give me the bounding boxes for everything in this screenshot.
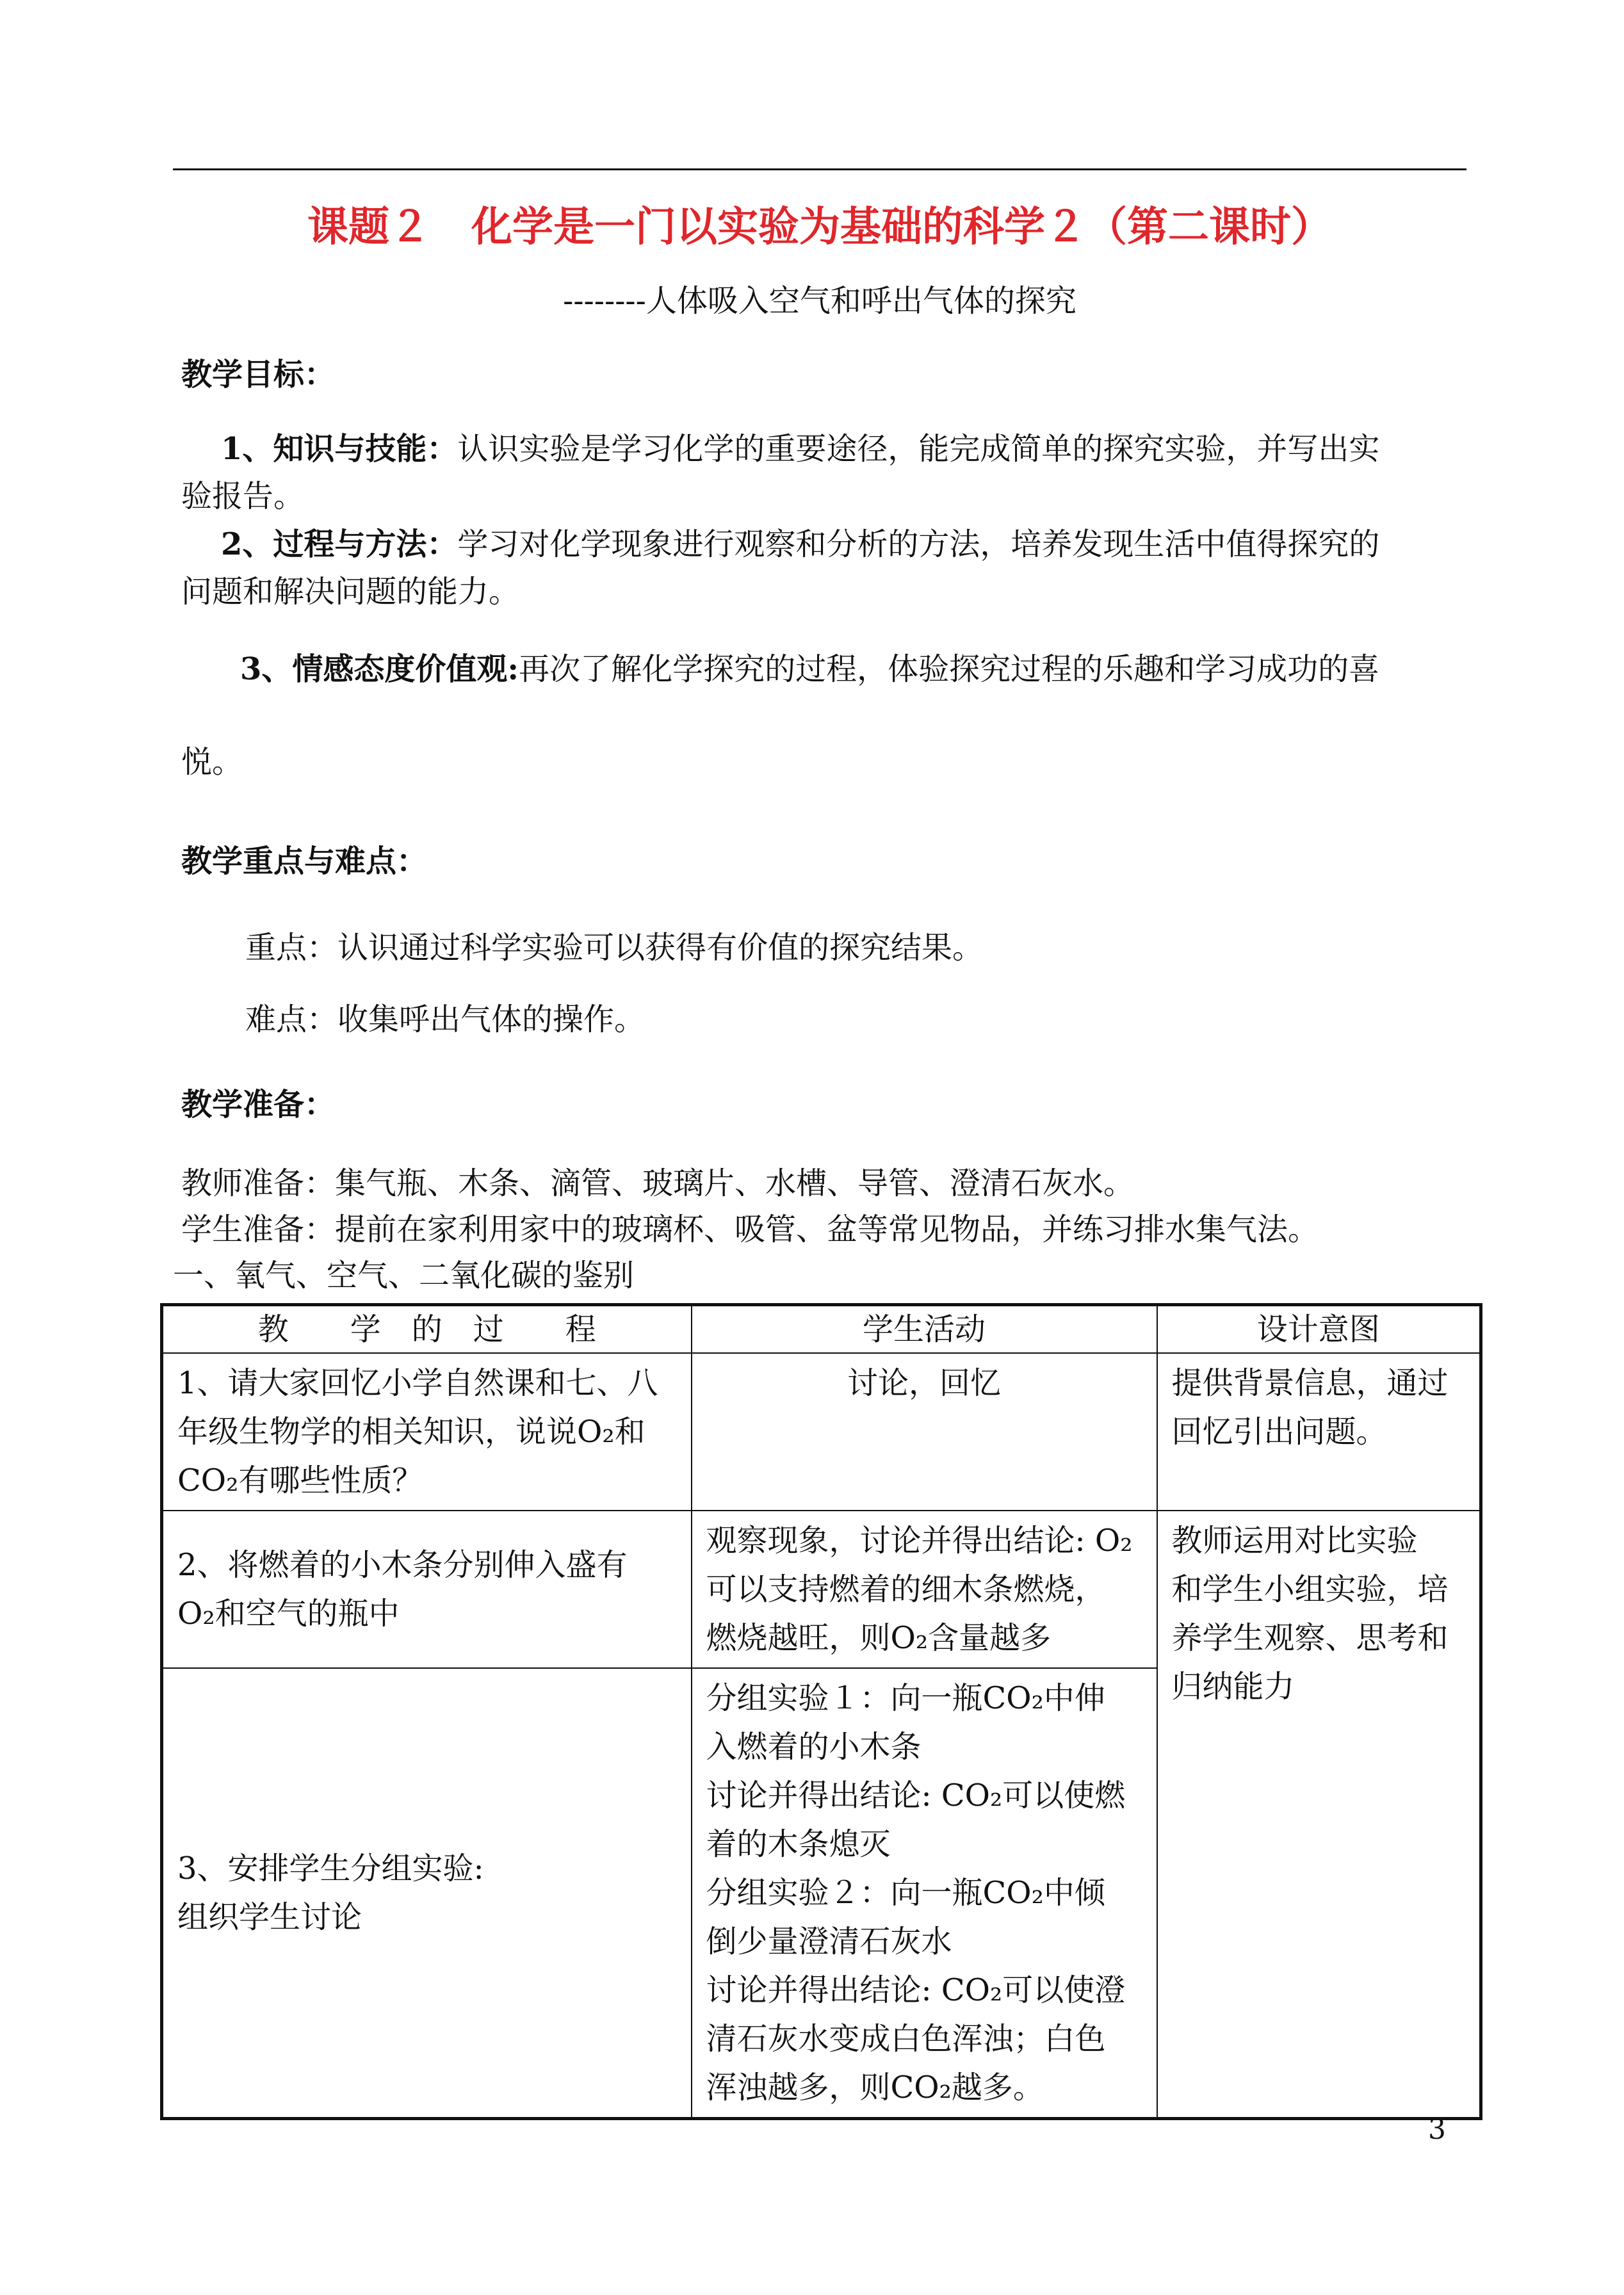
cell-line: CO₂有哪些性质？ — [177, 1463, 423, 1498]
objective-item-3-cont: 悦。 — [181, 744, 243, 780]
cell-line: 2、将燃着的小木条分别伸入盛有 — [177, 1547, 628, 1583]
objectives-heading: 教学目标： — [181, 357, 336, 393]
table-row — [162, 1353, 1481, 1511]
cell-line: 讨论并得出结论: CO₂可以使澄 — [706, 1972, 1126, 2008]
preparation-heading: 教学准备： — [181, 1087, 336, 1123]
cell-line: 养学生观察、思考和 — [1171, 1620, 1449, 1656]
objective-text: 认识实验是学习化学的重要途径，能完成简单的探究实验，并写出实 — [457, 431, 1380, 467]
objective-text: 再次了解化学探究的过程，体验探究过程的乐趣和学习成功的喜 — [519, 651, 1380, 687]
activity-cell — [692, 1353, 1157, 1511]
objective-text: 学习对化学现象进行观察和分析的方法，培养发现生活中值得探究的 — [457, 526, 1380, 562]
intent-cell — [1157, 1511, 1481, 2119]
header-rule — [173, 168, 1466, 170]
header-intent: 设计意图 — [1157, 1305, 1481, 1354]
process-cell — [162, 1353, 692, 1511]
intent-cell — [1157, 1353, 1481, 1511]
cell-line: 可以支持燃着的细木条燃烧， — [706, 1571, 1106, 1607]
process-cell — [162, 1511, 692, 1668]
cell-line: 入燃着的小木条 — [706, 1729, 922, 1765]
objective-label: 1、知识与技能： — [221, 431, 458, 467]
cell-line: 回忆引出问题。 — [1171, 1414, 1387, 1450]
key-point-focus: 重点：认识通过科学实验可以获得有价值的探究结果。 — [245, 930, 984, 966]
objective-label: 2、过程与方法： — [221, 526, 458, 562]
cell-line: 归纳能力 — [1171, 1669, 1295, 1705]
cell-line: 年级生物学的相关知识，说说O₂和 — [177, 1414, 646, 1450]
objective-item-1 — [221, 425, 1379, 473]
cell-line: O₂和空气的瓶中 — [177, 1596, 400, 1632]
cell-line: 讨论，回忆 — [847, 1365, 1001, 1401]
objective-item-3 — [240, 644, 1379, 695]
objective-item-2-cont: 问题和解决问题的能力。 — [181, 574, 520, 610]
header-activity: 学生活动 — [692, 1305, 1157, 1354]
cell-line: 分组实验１：向一瓶CO₂中伸 — [706, 1680, 1105, 1716]
table-row — [162, 1511, 1481, 1668]
cell-line: 浑浊越多，则CO₂越多。 — [706, 2070, 1044, 2105]
cell-line: 倒少量澄清石灰水 — [706, 1924, 952, 1959]
cell-line: 3、安排学生分组实验: — [177, 1851, 484, 1886]
page-title: 课题２ 化学是一门以实验为基础的科学２（第二课时） — [307, 203, 1332, 251]
page-subtitle: --------人体吸入空气和呼出气体的探究 — [563, 283, 1076, 319]
process-cell — [162, 1668, 692, 2119]
key-point-difficulty: 难点：收集呼出气体的操作。 — [245, 1002, 646, 1037]
cell-line: 燃烧越旺，则O₂含量越多 — [706, 1620, 1052, 1656]
activity-cell — [692, 1511, 1157, 1668]
cell-line: 组织学生讨论 — [177, 1899, 362, 1935]
lesson-table — [160, 1303, 1482, 2120]
cell-line: 着的木条熄灭 — [706, 1826, 891, 1862]
teacher-preparation: 教师准备：集气瓶、木条、滴管、玻璃片、水槽、导管、澄清石灰水。 — [181, 1165, 1135, 1201]
cell-line: 1、请大家回忆小学自然课和七、八 — [177, 1365, 658, 1401]
objective-item-1-cont: 验报告。 — [181, 478, 305, 514]
cell-line: 观察现象，讨论并得出结论: O₂ — [706, 1523, 1133, 1559]
cell-line: 讨论并得出结论: CO₂可以使燃 — [706, 1778, 1126, 1813]
key-points-heading: 教学重点与难点： — [181, 843, 428, 879]
cell-line: 清石灰水变成白色浑浊；白色 — [706, 2021, 1106, 2057]
cell-line: 分组实验２：向一瓶CO₂中倾 — [706, 1875, 1105, 1911]
activity-cell — [692, 1668, 1157, 2119]
objective-label: 3、情感态度价值观: — [240, 651, 519, 687]
cell-line: 和学生小组实验，培 — [1171, 1571, 1449, 1607]
section-title: 一、氧气、空气、二氧化碳的鉴别 — [173, 1258, 635, 1293]
table-header-row — [162, 1305, 1481, 1354]
cell-line: 提供背景信息，通过 — [1171, 1365, 1449, 1401]
page-number: 3 — [1428, 2113, 1446, 2146]
student-preparation: 学生准备：提前在家利用家中的玻璃杯、吸管、盆等常见物品，并练习排水集气法。 — [181, 1212, 1319, 1247]
header-process: 教 学 的 过 程 — [162, 1305, 692, 1354]
cell-line: 教师运用对比实验 — [1171, 1523, 1418, 1559]
objective-item-2 — [221, 520, 1379, 569]
